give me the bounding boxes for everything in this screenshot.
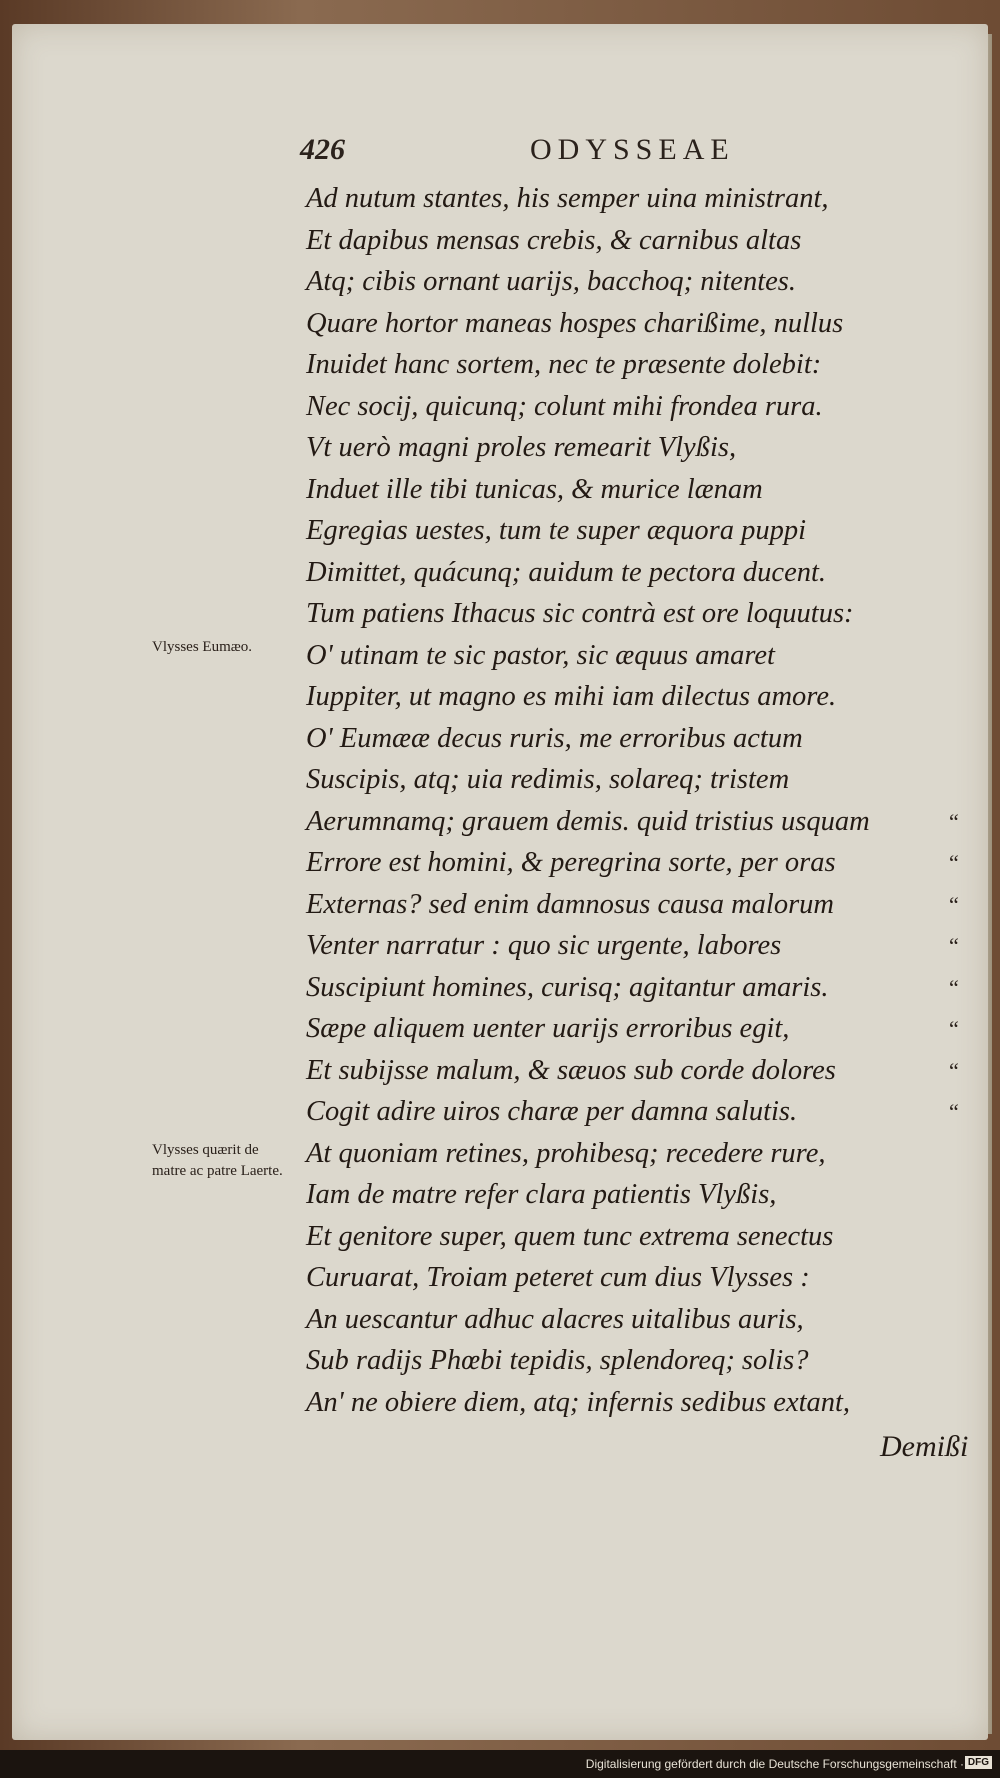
verse-line-text: Et dapibus mensas crebis, & carnibus altas <box>306 224 802 256</box>
verse-line <box>306 759 926 801</box>
verse-line-text: O' utinam te sic pastor, sic æquus amaret <box>306 639 775 671</box>
verse-line-text: Atq; cibis ornant uarijs, bacchoq; nitentes. <box>306 266 796 297</box>
verse-line-text: Iam de matre refer clara patientis Vlyßis, <box>306 1179 777 1210</box>
verse-line-text: Cogit adire uiros charæ per damna salutis. <box>306 1096 798 1127</box>
verse-line <box>306 220 926 262</box>
verse-line <box>306 676 926 718</box>
verse-line <box>306 925 959 967</box>
verse-line-text: Aerumnamq; grauem demis. quid tristius usquam <box>306 805 870 837</box>
verse-line-text: Induet ille tibi tunicas, & murice lænam <box>306 473 763 505</box>
verse-line-text: Egregias uestes, tum te super æquora puppi <box>306 515 807 546</box>
verse-line <box>306 1008 959 1050</box>
gnomic-mark: “ <box>949 891 959 917</box>
verse-line <box>306 1299 926 1341</box>
verse-line <box>306 1216 926 1258</box>
verse-line-text: Vt uerò magni proles remearit Vlyßis, <box>306 432 737 463</box>
page-number: 426 <box>300 133 345 166</box>
verse-line-text: An' ne obiere diem, atq; infernis sedibus extant, <box>306 1386 851 1418</box>
verse-line-text: O' Eumææ decus ruris, me erroribus actum <box>306 722 803 754</box>
verse-line-text: Ad nutum stantes, his semper uina ministrant, <box>306 183 829 214</box>
verse-line <box>306 178 926 220</box>
gnomic-mark: “ <box>949 808 959 834</box>
verse-line-text: Quare hortor maneas hospes charißime, nullus <box>306 307 844 339</box>
verse-line <box>306 1382 926 1424</box>
gnomic-mark: “ <box>949 1057 959 1083</box>
verse-line <box>306 1133 926 1175</box>
verse-line-text: Curuarat, Troiam peteret cum dius Vlysses : <box>306 1262 810 1293</box>
verse-line-text: Inuidet hanc sortem, nec te præsente dolebit: <box>306 349 822 380</box>
verse-line-text: Sub radijs Phœbi tepidis, splendoreq; solis? <box>306 1345 809 1376</box>
verse-line-text: At quoniam retines, prohibesq; recedere rure, <box>306 1137 826 1169</box>
gnomic-mark: “ <box>949 1016 959 1041</box>
verse-line <box>306 1340 926 1382</box>
verse-line-text: Suscipis, atq; uia redimis, solareq; tristem <box>306 764 790 795</box>
verse-line <box>306 1257 926 1299</box>
verse-line-text: Suscipiunt homines, curisq; agitantur amaris. <box>306 971 829 1003</box>
gnomic-mark: “ <box>949 974 959 1000</box>
verse-text <box>306 178 959 1423</box>
verse-line-text: Iuppiter, ut magno es mihi iam dilectus amore. <box>306 681 837 712</box>
verse-line <box>306 427 926 469</box>
verse-line-text: Venter narratur : quo sic urgente, labores <box>306 930 782 961</box>
verse-line-text: Dimittet, quácunq; auidum te pectora ducent. <box>306 556 827 588</box>
verse-line <box>306 718 926 760</box>
verse-line <box>306 303 926 345</box>
verse-line <box>306 1050 959 1092</box>
marginal-note: Vlysses quærit de matre ac patre Laerte. <box>152 1142 283 1179</box>
verse-line <box>306 635 926 677</box>
footer-credit: Digitalisierung gefördert durch die Deutsche Forschungsgemeinschaft · <box>585 1757 964 1771</box>
verse-line <box>306 967 959 1009</box>
verse-line <box>306 344 926 386</box>
verse-line <box>306 552 926 594</box>
verse-line <box>306 510 926 552</box>
verse-line-text: Et subijsse malum, & sæuos sub corde dolores <box>306 1054 836 1086</box>
verse-line <box>306 469 926 511</box>
gnomic-mark: “ <box>949 850 959 875</box>
running-title: ODYSSEAE <box>530 133 735 166</box>
verse-line <box>306 1174 926 1216</box>
verse-line <box>306 801 959 843</box>
verse-line-text: Et genitore super, quem tunc extrema senectus <box>306 1220 834 1252</box>
gnomic-mark: “ <box>949 1099 959 1124</box>
verse-line <box>306 261 926 303</box>
verse-line <box>306 593 926 635</box>
verse-line <box>306 842 959 884</box>
verse-line-text: Errore est homini, & peregrina sorte, per oras <box>306 847 836 878</box>
verse-line <box>306 386 926 428</box>
verse-line-text: Externas? sed enim damnosus causa malorum <box>306 888 835 920</box>
catchword: Demißi <box>880 1430 969 1463</box>
verse-line-text: Nec socij, quicunq; colunt mihi frondea rura. <box>306 390 823 422</box>
marginal-note: Vlysses Eumæo. <box>152 639 253 655</box>
verse-line <box>306 1091 959 1133</box>
verse-line-text: Sæpe aliquem uenter uarijs erroribus egit, <box>306 1013 790 1044</box>
verse-line-text: Tum patiens Ithacus sic contrà est ore loquutus: <box>306 598 854 629</box>
dfg-logo: DFG <box>965 1756 992 1769</box>
verse-line-text: An uescantur adhuc alacres uitalibus auris, <box>306 1303 804 1335</box>
verse-line <box>306 884 959 926</box>
gnomic-mark: “ <box>949 933 959 958</box>
